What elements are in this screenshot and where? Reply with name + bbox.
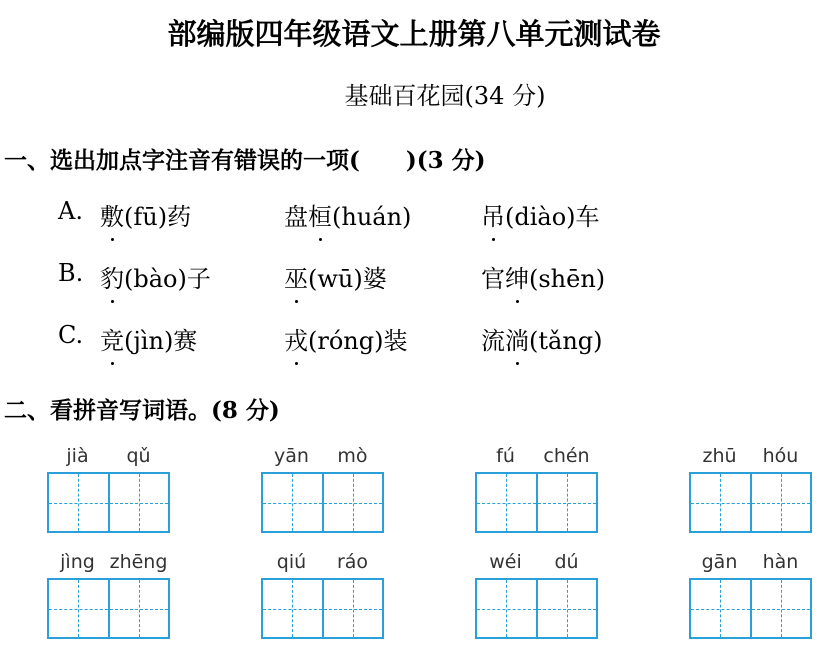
writing-grid[interactable]	[475, 578, 598, 639]
section-subtitle: 基础百花园(34 分)	[344, 82, 546, 110]
pinyin-label: qiú	[276, 551, 307, 573]
character-cell[interactable]	[108, 474, 169, 531]
option-word	[100, 321, 197, 356]
word-dot: 巫	[284, 259, 308, 294]
word-post: (huán)	[332, 203, 412, 231]
option-letter: C.	[58, 321, 84, 349]
character-cell[interactable]	[691, 580, 750, 637]
character-cell[interactable]	[691, 474, 750, 531]
option-word	[100, 259, 211, 294]
character-cell[interactable]	[536, 474, 597, 531]
pinyin-label: gān	[701, 551, 738, 573]
question-1-label: 一、选出加点字注音有错误的一项( )(3 分)	[4, 147, 486, 174]
word-post: (bào)子	[124, 265, 211, 293]
writing-grid[interactable]	[689, 472, 812, 533]
option-letter: A.	[58, 197, 83, 225]
pinyin-label: hàn	[762, 551, 799, 573]
option-word	[284, 197, 411, 232]
pinyin-label: qǔ	[126, 445, 151, 467]
option-word	[284, 321, 407, 356]
pinyin-label: jià	[66, 445, 89, 467]
pinyin-label: yān	[274, 445, 309, 467]
character-cell[interactable]	[477, 580, 536, 637]
pinyin-label: fú	[496, 445, 515, 467]
word-post: (shēn)	[529, 265, 606, 293]
character-cell[interactable]	[49, 580, 108, 637]
word-dot: 淌	[505, 321, 529, 356]
writing-grid[interactable]	[261, 578, 384, 639]
word-dot: 竞	[100, 321, 124, 356]
pinyin-label: mò	[337, 445, 368, 467]
writing-grid[interactable]	[47, 472, 170, 533]
word-post: (jìn)赛	[124, 327, 198, 355]
option-word	[100, 197, 191, 232]
word-dot: 敷	[100, 197, 124, 232]
character-cell[interactable]	[49, 474, 108, 531]
pinyin-label: chén	[543, 445, 590, 467]
option-word	[284, 259, 387, 294]
writing-grid[interactable]	[689, 578, 812, 639]
option-word	[481, 197, 600, 232]
word-dot: 吊	[481, 197, 505, 232]
word-dot: 戎	[284, 321, 308, 356]
pinyin-label: wéi	[489, 551, 522, 573]
character-cell[interactable]	[108, 580, 169, 637]
writing-grid[interactable]	[47, 578, 170, 639]
word-post: (diào)车	[505, 203, 600, 231]
page-title: 部编版四年级语文上册第八单元测试卷	[167, 17, 661, 51]
character-cell[interactable]	[750, 580, 811, 637]
character-cell[interactable]	[322, 580, 383, 637]
writing-grid[interactable]	[475, 472, 598, 533]
option-word	[481, 259, 605, 294]
pinyin-label: zhēng	[109, 551, 168, 573]
option-letter: B.	[58, 259, 84, 287]
word-pre: 官	[481, 265, 505, 293]
word-dot: 绅	[505, 259, 529, 294]
word-dot: 桓	[308, 197, 332, 232]
word-post: (tǎng)	[529, 327, 603, 355]
character-cell[interactable]	[477, 474, 536, 531]
word-pre: 流	[481, 327, 505, 355]
character-cell[interactable]	[263, 474, 322, 531]
character-cell[interactable]	[322, 474, 383, 531]
word-post: (róng)装	[308, 327, 408, 355]
pinyin-label: ráo	[336, 551, 369, 573]
character-cell[interactable]	[536, 580, 597, 637]
writing-grid[interactable]	[261, 472, 384, 533]
word-pre: 盘	[284, 203, 308, 231]
word-dot: 豹	[100, 259, 124, 294]
pinyin-label: hóu	[762, 445, 799, 467]
word-post: (wū)婆	[308, 265, 387, 293]
word-post: (fū)药	[124, 203, 192, 231]
pinyin-label: jìng	[60, 551, 95, 573]
question-2-label: 二、看拼音写词语。(8 分)	[4, 397, 280, 424]
pinyin-label: zhū	[702, 445, 737, 467]
pinyin-label: dú	[554, 551, 579, 573]
option-word	[481, 321, 603, 356]
character-cell[interactable]	[263, 580, 322, 637]
character-cell[interactable]	[750, 474, 811, 531]
